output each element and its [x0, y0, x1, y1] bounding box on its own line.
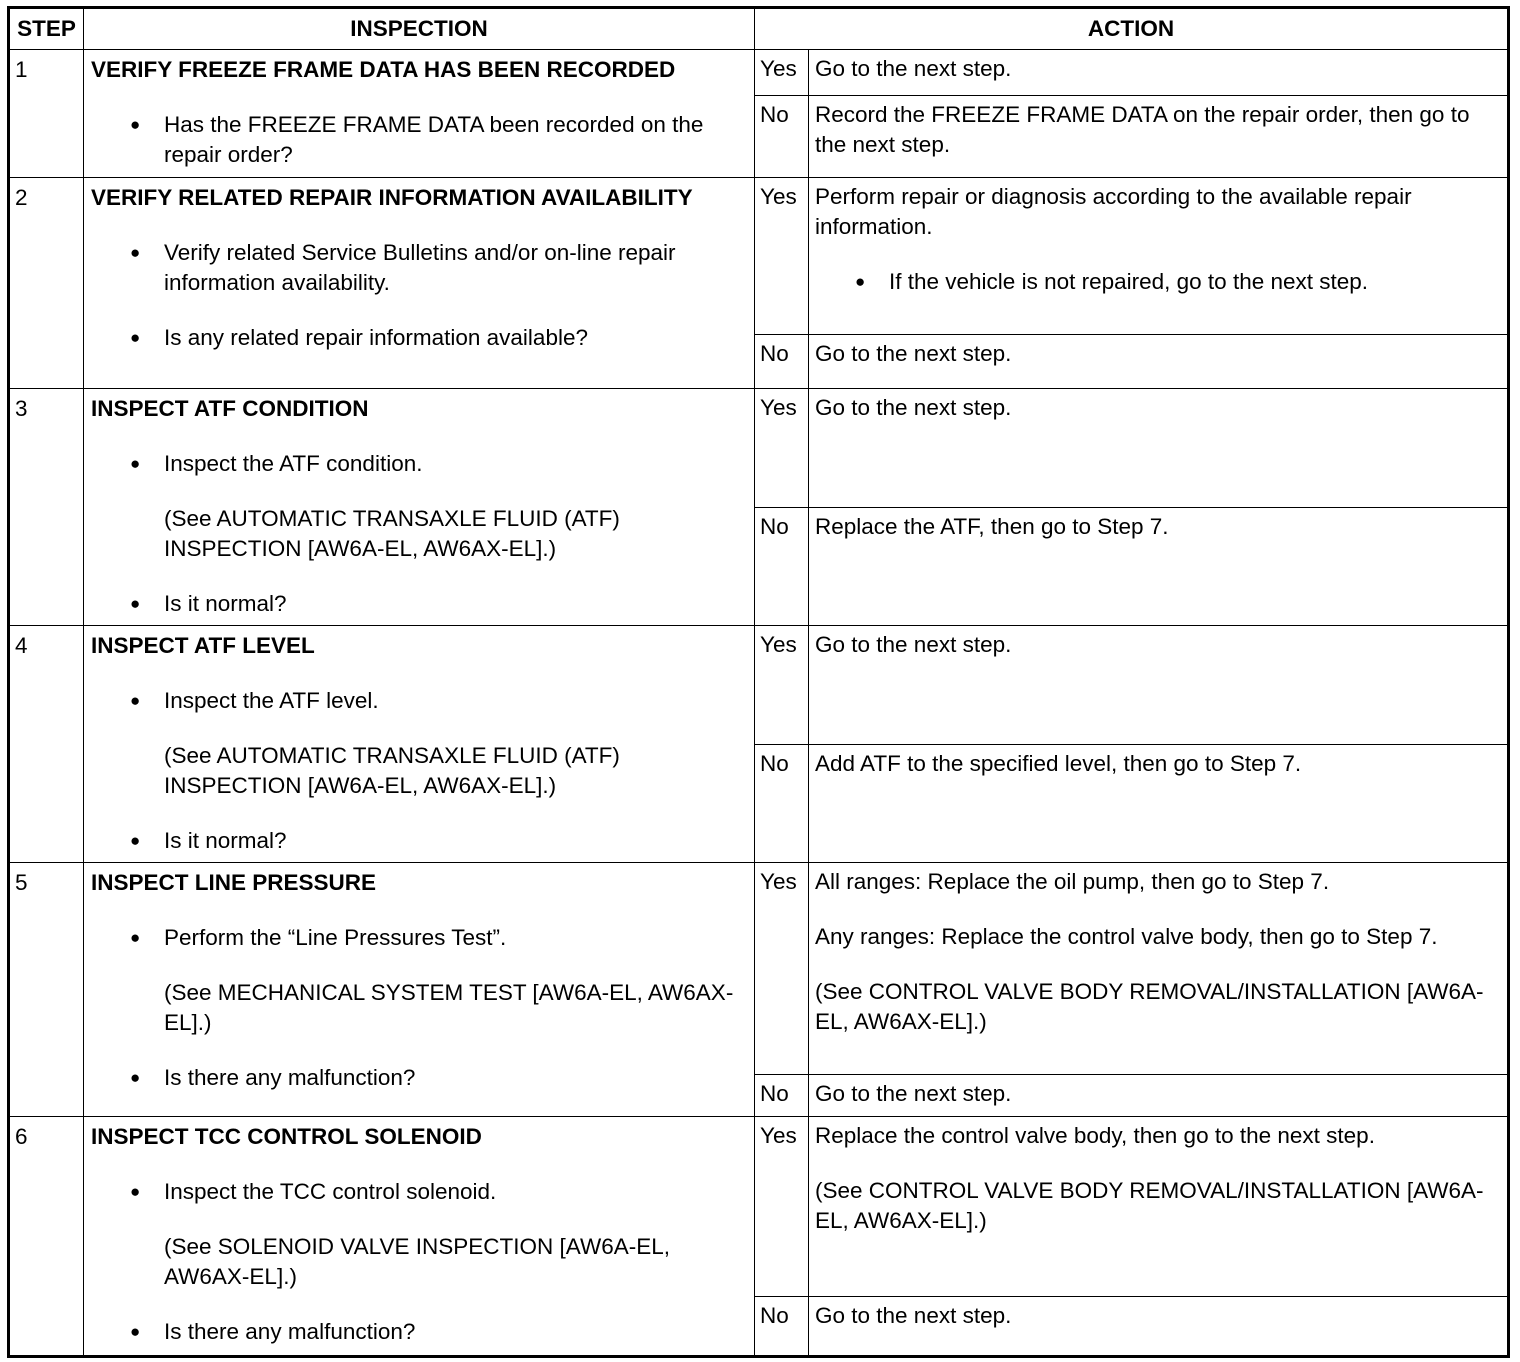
inspection-cell — [84, 178, 755, 389]
action-text: All ranges: Replace the oil pump, then go to Step 7. — [815, 869, 1330, 894]
inspection-reference: (See SOLENOID VALVE INSPECTION [AW6A-EL, AW6AX-EL].) — [164, 1234, 670, 1289]
inspection-cell — [84, 389, 755, 626]
step-number: 3 — [9, 389, 84, 626]
inspection-bullet-item: ● Verify related Service Bulletins and/or on-line repair information availability. — [164, 238, 746, 298]
action-text: Go to the next step. — [815, 1303, 1012, 1328]
inspection-heading: INSPECT ATF LEVEL — [91, 633, 315, 658]
action-text: Go to the next step. — [815, 341, 1012, 366]
inspection-reference: (See AUTOMATIC TRANSAXLE FLUID (ATF) INSPECTION [AW6A-EL, AW6AX-EL].) — [164, 743, 620, 798]
inspection-bullet-item: ● Is there any malfunction? — [164, 1317, 746, 1347]
inspection-reference: (See MECHANICAL SYSTEM TEST [AW6A-EL, AW6AX-EL].) — [164, 980, 734, 1035]
inspection-bullet-item: ● Perform the “Line Pressures Test”. — [164, 923, 746, 953]
action-text: Add ATF to the specified level, then go to Step 7. — [815, 751, 1302, 776]
inspection-cell — [84, 50, 755, 178]
step-number: 1 — [9, 50, 84, 178]
header-action: ACTION — [755, 8, 1509, 50]
diagnostic-procedure-table — [7, 6, 1510, 1358]
yes-action — [809, 1117, 1509, 1297]
action-text: Go to the next step. — [815, 395, 1012, 420]
step-number: 4 — [9, 626, 84, 863]
step-row-yes — [9, 863, 1509, 1075]
inspection-cell — [84, 1117, 755, 1357]
step-row-yes — [9, 50, 1509, 96]
yes-action — [809, 863, 1509, 1075]
no-action — [809, 96, 1509, 178]
inspection-bullet-item: ● Is any related repair information available? — [164, 323, 746, 353]
inspection-bullet-item: ● Is it normal? — [164, 826, 746, 856]
no-action — [809, 508, 1509, 626]
no-label: No — [755, 1297, 809, 1357]
inspection-bullet-item: ● Inspect the ATF level. — [164, 686, 746, 716]
yes-action — [809, 178, 1509, 335]
no-label: No — [755, 745, 809, 863]
yes-action — [809, 50, 1509, 96]
inspection-heading: INSPECT LINE PRESSURE — [91, 870, 377, 895]
step-number: 5 — [9, 863, 84, 1117]
yes-action — [809, 389, 1509, 508]
yes-label: Yes — [755, 863, 809, 1075]
action-text: Go to the next step. — [815, 1081, 1012, 1106]
yes-label: Yes — [755, 626, 809, 745]
step-row-yes — [9, 1117, 1509, 1297]
action-bullet-item: ● If the vehicle is not repaired, go to the next step. — [889, 267, 1499, 297]
inspection-bullet-item: ● Inspect the TCC control solenoid. — [164, 1177, 746, 1207]
no-label: No — [755, 1075, 809, 1117]
inspection-cell — [84, 626, 755, 863]
inspection-heading: INSPECT TCC CONTROL SOLENOID — [91, 1124, 482, 1149]
yes-action — [809, 626, 1509, 745]
yes-label: Yes — [755, 178, 809, 335]
step-row-yes — [9, 178, 1509, 335]
yes-label: Yes — [755, 50, 809, 96]
yes-label: Yes — [755, 1117, 809, 1297]
action-text: Replace the control valve body, then go to the next step. — [815, 1123, 1375, 1148]
no-action — [809, 1297, 1509, 1357]
step-number: 2 — [9, 178, 84, 389]
action-text: Go to the next step. — [815, 56, 1012, 81]
step-number: 6 — [9, 1117, 84, 1357]
no-action — [809, 1075, 1509, 1117]
inspection-bullet-item: ● Is there any malfunction? — [164, 1063, 746, 1093]
action-text: Any ranges: Replace the control valve body, then go to Step 7. — [815, 924, 1438, 949]
inspection-bullet-item: ● Inspect the ATF condition. — [164, 449, 746, 479]
header-row — [9, 8, 1509, 50]
yes-label: Yes — [755, 389, 809, 508]
inspection-reference: (See AUTOMATIC TRANSAXLE FLUID (ATF) INSPECTION [AW6A-EL, AW6AX-EL].) — [164, 506, 620, 561]
action-text: (See CONTROL VALVE BODY REMOVAL/INSTALLATION [AW6A-EL, AW6AX-EL].) — [815, 1178, 1484, 1233]
inspection-heading: INSPECT ATF CONDITION — [91, 396, 369, 421]
no-label: No — [755, 96, 809, 178]
action-text: Record the FREEZE FRAME DATA on the repair order, then go to the next step. — [815, 102, 1470, 157]
step-row-yes — [9, 389, 1509, 508]
no-action — [809, 745, 1509, 863]
no-label: No — [755, 508, 809, 626]
inspection-heading: VERIFY RELATED REPAIR INFORMATION AVAILABILITY — [91, 185, 693, 210]
steps-body — [9, 50, 1509, 1357]
action-text: Go to the next step. — [815, 632, 1012, 657]
action-text: Perform repair or diagnosis according to the available repair information. — [815, 184, 1412, 239]
inspection-heading: VERIFY FREEZE FRAME DATA HAS BEEN RECORDED — [91, 57, 676, 82]
no-label: No — [755, 335, 809, 389]
step-row-yes — [9, 626, 1509, 745]
no-action — [809, 335, 1509, 389]
header-step: STEP — [9, 8, 84, 50]
action-text: (See CONTROL VALVE BODY REMOVAL/INSTALLATION [AW6A-EL, AW6AX-EL].) — [815, 979, 1484, 1034]
action-text: Replace the ATF, then go to Step 7. — [815, 514, 1169, 539]
inspection-bullet-item: ● Has the FREEZE FRAME DATA been recorded on the repair order? — [164, 110, 746, 170]
inspection-bullet-item: ● Is it normal? — [164, 589, 746, 619]
inspection-cell — [84, 863, 755, 1117]
header-inspection: INSPECTION — [84, 8, 755, 50]
